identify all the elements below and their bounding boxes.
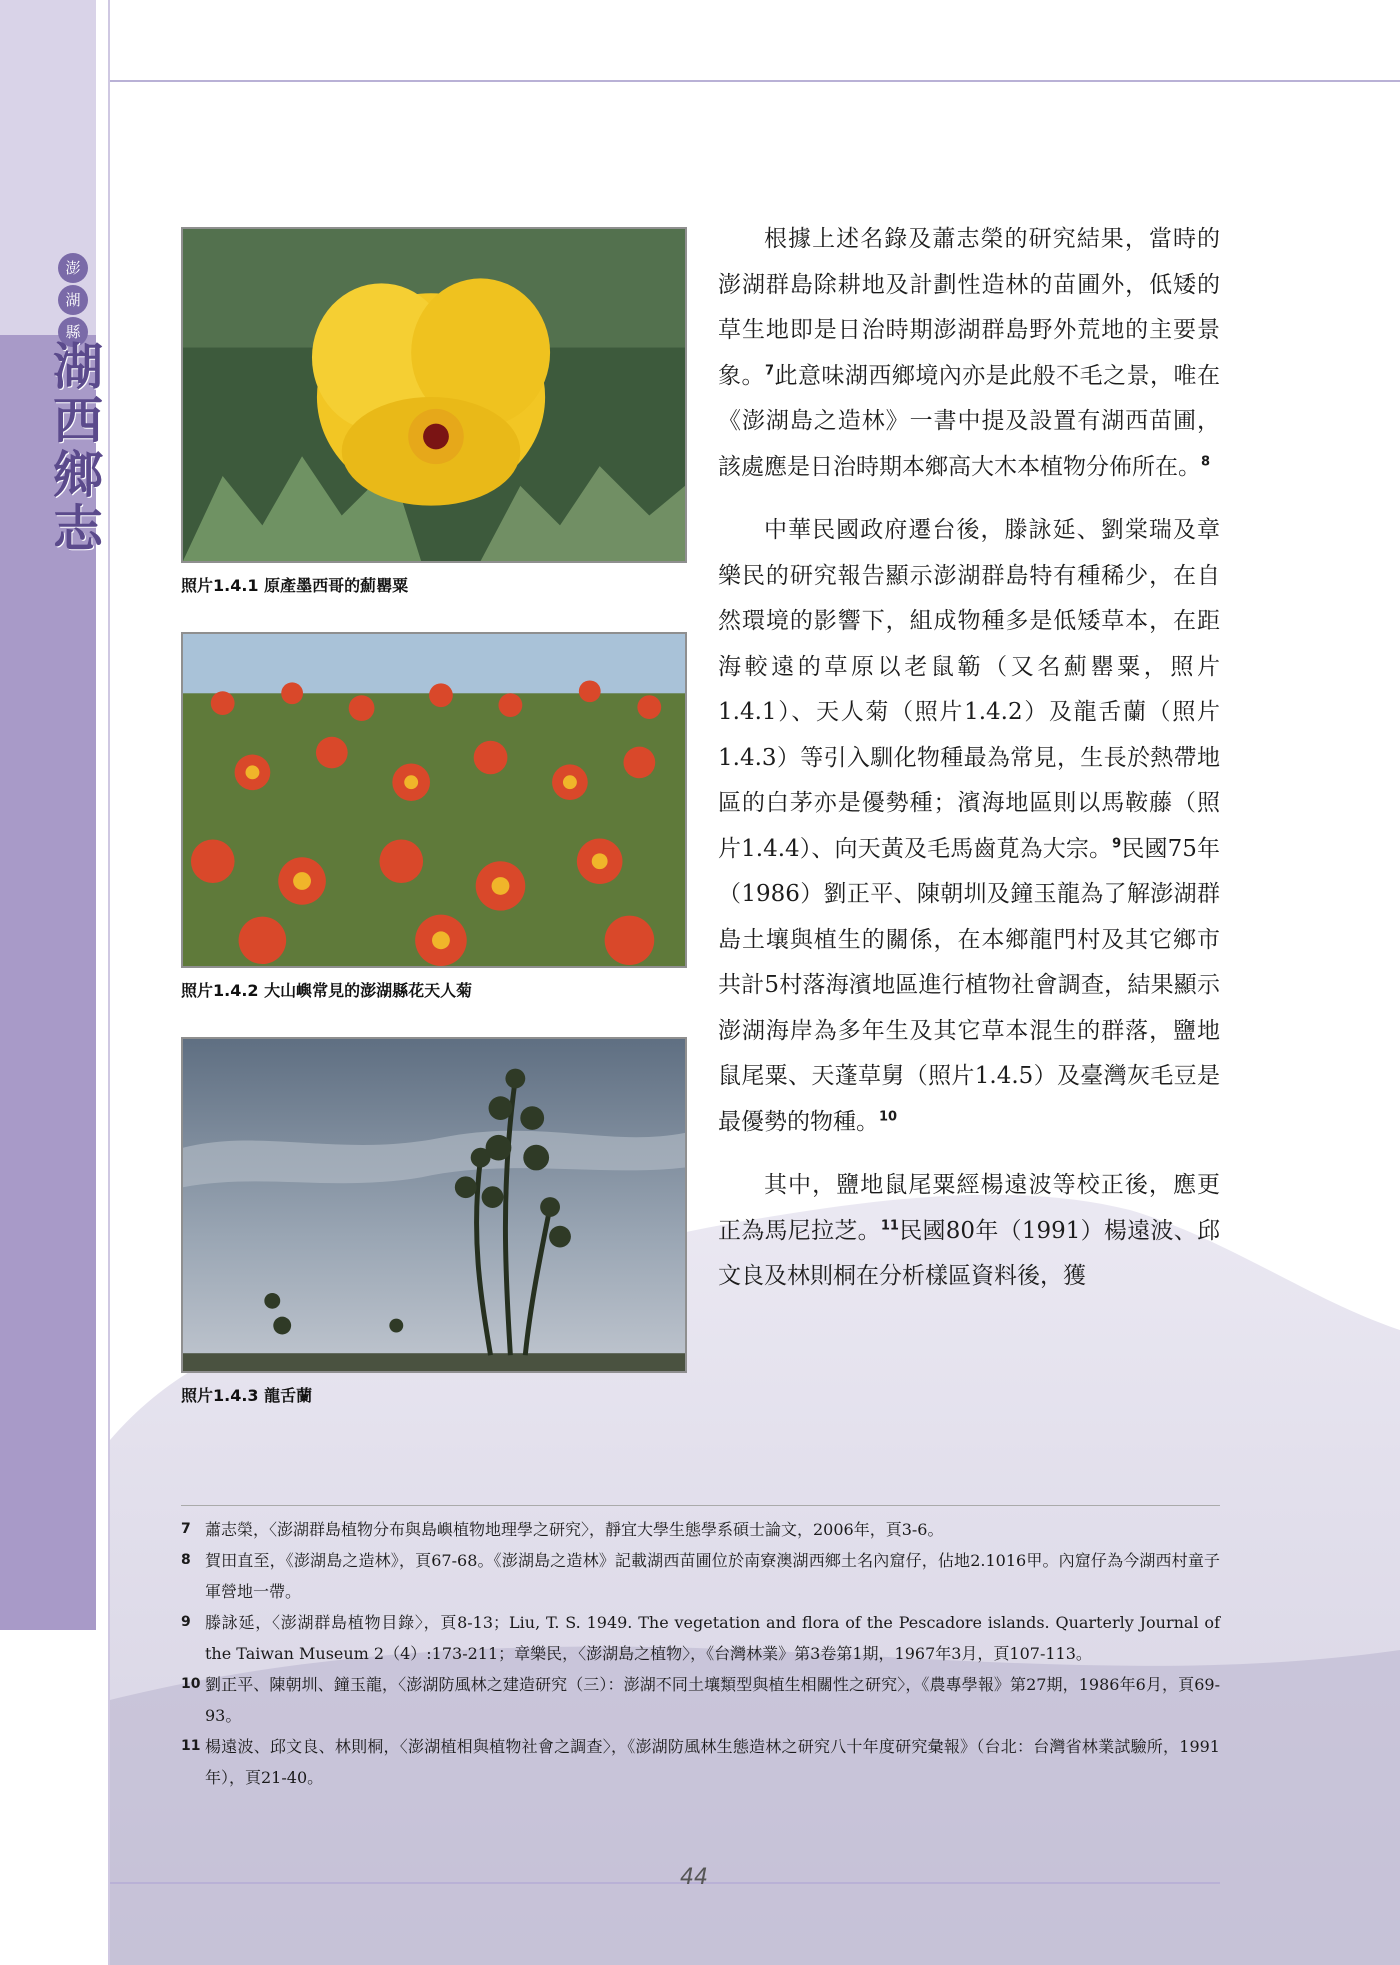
footnote-number: 8 [181,1552,191,1568]
county-char: 澎 [58,253,88,283]
footnote-number: 9 [181,1614,191,1630]
header-rule [110,80,1400,82]
footnote-ref[interactable]: 11 [880,1217,899,1233]
paragraph-text: 民國75年（1986）劉正平、陳朝圳及鐘玉龍為了解澎湖群島土壤與植生的關係，在本鄉龍門村及其它鄉市共計5村落海濱地區進行植物社會調查，結果顯示澎湖海岸為多年生及其它草本混生的群落，鹽地鼠尾粟、天蓬草舅（照片1.4.5）及臺灣灰毛豆是最優勢的物種。 [718,835,1220,1135]
body-text [718,217,1220,1318]
footnotes [181,1514,1220,1793]
paragraph-1 [718,217,1220,490]
agave-sky-photo [183,1039,685,1371]
photo-agave [181,1037,687,1373]
footnote-number: 10 [181,1676,201,1692]
footnote-text: 劉正平、陳朝圳、鐘玉龍，〈澎湖防風林之建造研究（三）：澎湖不同土壤類型與植生相關性之研究〉，《農專學報》第27期，1986年6月，頁69-93。 [205,1675,1220,1725]
footer-rule [110,1882,1220,1884]
footnote [181,1607,1220,1669]
footnote-text: 滕詠延，〈澎湖群島植物目錄〉，頁8-13；Liu, T. S. 1949. The vegetation and flora of the Pescadore islands. Quarterly Journal of the Taiwan Museum 2（4）:173-211；章樂民，〈澎湖島之植物〉，《台灣林業》第3卷第1期，1967年3月，頁107-113。 [205,1613,1220,1663]
county-badge [58,253,90,347]
book-title: 湖西鄉志 [45,340,104,556]
paragraph-text: 其中，鹽地鼠尾粟經楊遠波等校正後，應更正為馬尼拉芝。 [718,1172,1220,1244]
county-char: 湖 [58,285,88,315]
footnote [181,1669,1220,1731]
footnote [181,1545,1220,1607]
county-char: 縣 [58,317,88,347]
footnote-ref[interactable]: 7 [764,362,774,378]
footnote [181,1731,1220,1793]
photo-poppy [181,227,687,563]
page-number: 44 [680,1865,708,1890]
footnote-number: 11 [181,1738,201,1754]
paragraph-2 [718,508,1220,1145]
footnote-text: 蕭志榮，〈澎湖群島植物分布與島嶼植物地理學之研究〉，靜宜大學生態學系碩士論文，2006年，頁3-6。 [205,1520,944,1539]
paragraph-text: 此意味湖西鄉境內亦是此般不毛之景，唯在《澎湖島之造林》一書中提及設置有湖西苗圃，該處應是日治時期本鄉高大木本植物分佈所在。 [718,362,1221,480]
caption-photo-1: 照片1.4.1 原產墨西哥的薊罌粟 [181,576,409,595]
footnote-text: 楊遠波、邱文良、林則桐，〈澎湖植相與植物社會之調查〉，《澎湖防風林生態造林之研究八十年度研究彙報》（台北：台灣省林業試驗所，1991年），頁21-40。 [205,1737,1220,1787]
footnote-ref[interactable]: 9 [1112,835,1122,851]
paragraph-text: 根據上述名錄及蕭志榮的研究結果，當時的澎湖群島除耕地及計劃性造林的苗圃外，低矮的草生地即是日治時期澎湖群島野外荒地的主要景象。 [718,226,1220,389]
footnote-ref[interactable]: 8 [1201,453,1211,469]
footnote-rule [181,1505,1220,1506]
paragraph-3 [718,1163,1220,1300]
paragraph-text: 中華民國政府遷台後，滕詠延、劉棠瑞及章樂民的研究報告顯示澎湖群島特有種稀少，在自然環境的影響下，組成物種多是低矮草本，在距海較遠的草原以老鼠簕（又名薊罌粟，照片1.4.1）、天人菊（照片1.4.2）及龍舌蘭（照片1.4.3）等引入馴化物種最為常見，生長於熱帶地區的白茅亦是優勢種；濱海地區則以馬鞍藤（照片1.4.4）、向天黃及毛馬齒莧為大宗。 [718,517,1220,862]
footnote-number: 7 [181,1521,191,1537]
caption-photo-3: 照片1.4.3 龍舌蘭 [181,1386,313,1405]
paragraph-text: 民國80年（1991）楊遠波、邱文良及林則桐在分析樣區資料後，獲 [718,1217,1221,1289]
caption-photo-2: 照片1.4.2 大山嶼常見的澎湖縣花天人菊 [181,981,473,1000]
yellow-poppy-photo [183,229,685,561]
gaillardia-field-photo [183,634,685,966]
footnote [181,1514,1220,1545]
photo-gaillardia [181,632,687,968]
footnote-text: 賀田直至，《澎湖島之造林》，頁67-68。《澎湖島之造林》記載湖西苗圃位於南寮澳湖西鄉土名內窟仔，佔地2.1016甲。內窟仔為今湖西村童子軍營地一帶。 [205,1551,1220,1601]
footnote-ref[interactable]: 10 [879,1108,898,1124]
